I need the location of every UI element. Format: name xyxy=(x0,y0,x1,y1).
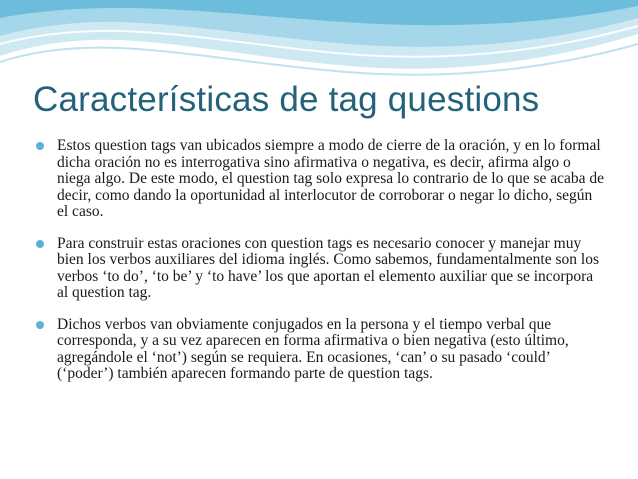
header-wave-decoration xyxy=(0,0,638,80)
bullet-item xyxy=(36,317,606,383)
slide-title: Características de tag questions xyxy=(33,80,540,119)
bullet-dot-icon xyxy=(36,321,44,329)
bullet-text: Estos question tags van ubicados siempre a modo de cierre de la oración, y en lo formal dicha oración no es interrogativa sino afirmativa o negativa, es decir, afirma algo o niega algo. De este modo, el question tag solo expresa lo contrario de lo que se acaba de decir, como dando la oportunidad al interlocutor de corroborar o negar lo dicho, según el caso. xyxy=(57,137,605,220)
bullet-dot-icon xyxy=(36,240,44,248)
bullet-list xyxy=(36,138,606,398)
bullet-dot-icon xyxy=(36,142,44,150)
bullet-item xyxy=(36,138,606,221)
bullet-item xyxy=(36,236,606,302)
bullet-text: Dichos verbos van obviamente conjugados en la persona y el tiempo verbal que corresponda, y a su vez aparecen en forma afirmativa o bien negativa (esto último, agregándole el ‘not’) según se requiera. En ocasiones, ‘can’ o su pasado ‘could’ (‘poder’) también aparecen formando parte de question tags. xyxy=(57,315,569,382)
bullet-text: Para construir estas oraciones con question tags es necesario conocer y manejar muy bien los verbos auxiliares del idioma inglés. Como sabemos, fundamentalmente son los verbos ‘to do’, ‘to be’ y ‘to have’ los que aportan el elemento auxiliar que se incorpora al question tag. xyxy=(57,234,599,301)
